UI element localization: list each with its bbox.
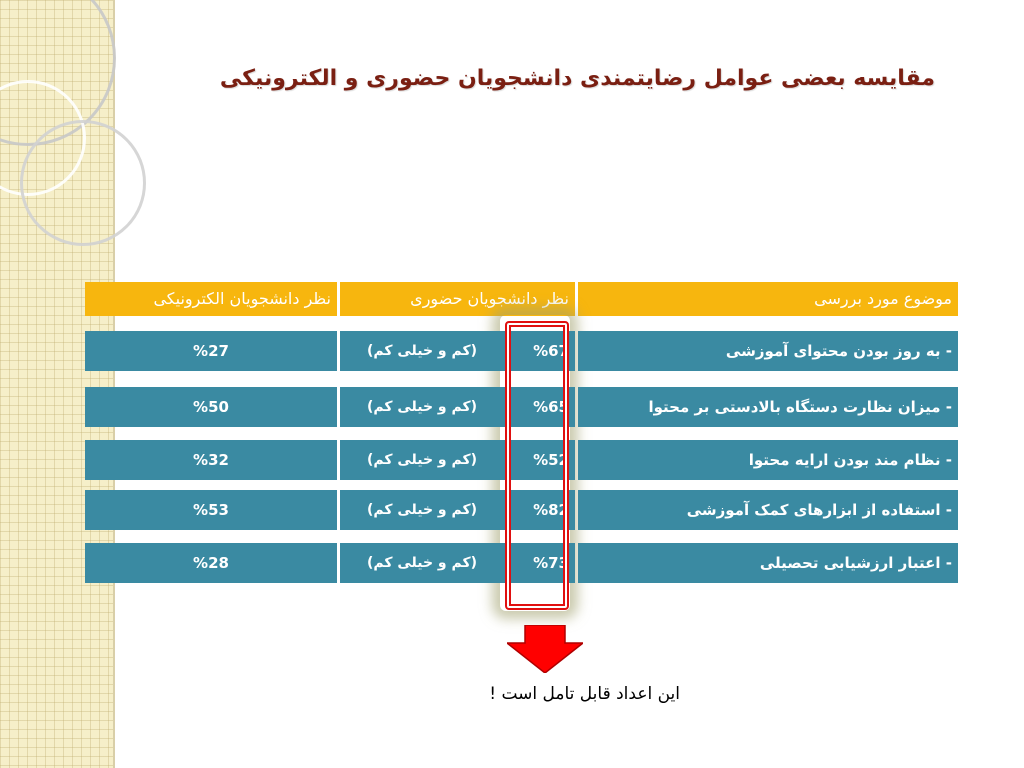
- inperson-note: (کم و خیلی کم): [366, 502, 477, 518]
- inperson-percent: %67: [533, 342, 569, 360]
- row-topic: - میزان نظارت دستگاه بالادستی بر محتوا: [578, 387, 958, 427]
- table-header-row: [85, 280, 958, 320]
- header-inperson: نظر دانشجویان حضوری: [340, 282, 575, 316]
- inperson-note: (کم و خیلی کم): [366, 452, 477, 468]
- inperson-percent: %73: [533, 554, 569, 572]
- header-topic: موضوع مورد بررسی: [578, 282, 958, 316]
- header-online: نظر دانشجویان الکترونیکی: [85, 282, 337, 316]
- inperson-note: (کم و خیلی کم): [366, 399, 477, 415]
- slide-title: مقایسه بعضی عوامل رضایتمندی دانشجویان حضوری و الکترونیکی: [219, 66, 935, 91]
- inperson-percent: %52: [533, 451, 569, 469]
- down-arrow-icon: [507, 625, 583, 673]
- online-percent: %32: [85, 440, 337, 480]
- decorative-ring: [20, 120, 146, 246]
- online-percent: %27: [85, 331, 337, 371]
- inperson-percent: %82: [533, 501, 569, 519]
- online-percent: %28: [85, 543, 337, 583]
- inperson-percent: %65: [533, 398, 569, 416]
- inperson-note: (کم و خیلی کم): [366, 343, 477, 359]
- row-topic: - استفاده از ابزارهای کمک آموزشی: [578, 490, 958, 530]
- highlight-frame: [505, 321, 569, 610]
- caption-text: این اعداد قابل تامل است !: [489, 684, 680, 704]
- row-topic: - به روز بودن محتوای آموزشی: [578, 331, 958, 371]
- online-percent: %50: [85, 387, 337, 427]
- decorative-side-panel: [0, 0, 115, 768]
- online-percent: %53: [85, 490, 337, 530]
- row-topic: - نظام مند بودن ارایه محتوا: [578, 440, 958, 480]
- row-topic: - اعتبار ارزشیابی تحصیلی: [578, 543, 958, 583]
- inperson-note: (کم و خیلی کم): [366, 555, 477, 571]
